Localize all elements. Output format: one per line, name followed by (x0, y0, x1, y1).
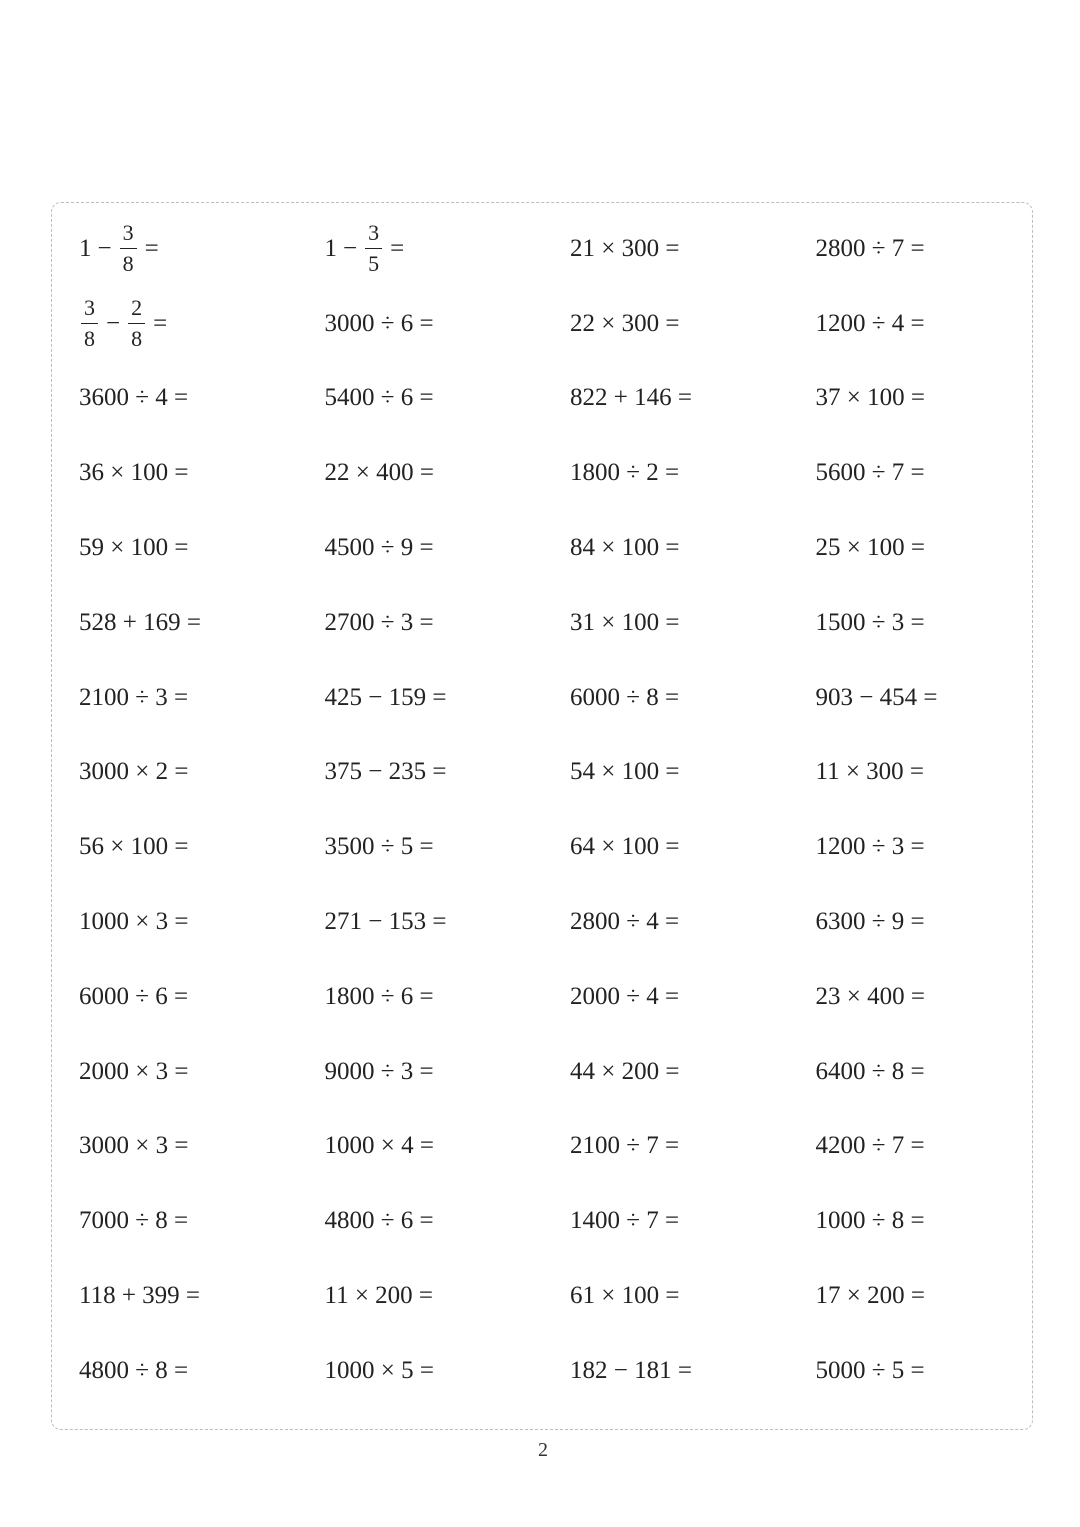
numerator: 2 (131, 294, 143, 320)
problem: 1500 ÷ 3 = (815, 608, 925, 636)
problem: 5000 ÷ 5 = (815, 1356, 925, 1384)
problem: 1800 ÷ 2 = (570, 459, 680, 487)
denominator: 8 (131, 325, 143, 351)
denominator: 8 (84, 325, 95, 351)
problem: 271 − 153 = (324, 908, 447, 936)
problem: 6300 ÷ 9 = (815, 908, 925, 936)
problem: 25 × 100 = (815, 534, 925, 562)
problem: 6400 ÷ 8 = (815, 1057, 925, 1085)
problem: 31 × 100 = (570, 608, 680, 636)
problem: 2800 ÷ 4 = (570, 908, 680, 936)
problem: 4800 ÷ 8 = (79, 1356, 189, 1384)
problem: 118 + 399 = (79, 1282, 201, 1310)
problem: 59 × 100 = (79, 534, 189, 562)
problem: 64 × 100 = (570, 833, 680, 861)
numerator: 3 (84, 294, 95, 320)
problem: 22 × 400 = (324, 459, 434, 487)
problem: 5400 ÷ 6 = (324, 384, 434, 412)
problem: 17 × 200 = (815, 1282, 925, 1310)
numerator: 3 (368, 219, 380, 245)
fraction (81, 294, 98, 351)
problem: 1800 ÷ 6 = (324, 982, 434, 1010)
problem: 36 × 100 = (79, 459, 189, 487)
fraction-problem (325, 211, 571, 286)
operator: − (343, 234, 358, 262)
problem: 56 × 100 = (79, 833, 189, 861)
problem: 4800 ÷ 6 = (324, 1207, 434, 1235)
problem: 54 × 100 = (570, 758, 680, 786)
problem: 5600 ÷ 7 = (815, 459, 925, 487)
problem: 528 + 169 = (79, 608, 201, 636)
operator: − (106, 309, 121, 337)
problem-grid (79, 211, 1061, 1408)
problem: 3000 ÷ 6 = (324, 309, 434, 337)
problem: 1400 ÷ 7 = (570, 1207, 680, 1235)
problem: 3000 × 3 = (79, 1132, 189, 1160)
operator: − (97, 234, 112, 262)
problem: 425 − 159 = (324, 683, 447, 711)
problem: 2100 ÷ 7 = (570, 1132, 680, 1160)
problem: 37 × 100 = (815, 384, 925, 412)
problem: 375 − 235 = (324, 758, 447, 786)
problem: 9000 ÷ 3 = (324, 1057, 434, 1085)
fraction-problem (79, 286, 325, 361)
problem: 6000 ÷ 8 = (570, 683, 680, 711)
denominator: 5 (368, 250, 380, 276)
problem: 2000 ÷ 4 = (570, 982, 680, 1010)
numerator: 3 (122, 219, 134, 245)
problem: 84 × 100 = (570, 534, 680, 562)
problem: 11 × 200 = (324, 1282, 434, 1310)
equals-sign: = (144, 234, 159, 262)
problem: 6000 ÷ 6 = (79, 982, 189, 1010)
problem: 22 × 300 = (570, 309, 680, 337)
problem: 1200 ÷ 4 = (815, 309, 925, 337)
denominator: 8 (122, 250, 134, 276)
problem: 822 + 146 = (570, 384, 692, 412)
fraction (365, 219, 382, 276)
problem: 4200 ÷ 7 = (815, 1132, 925, 1160)
problem: 4500 ÷ 9 = (324, 534, 434, 562)
whole-number: 1 (79, 234, 92, 262)
problem: 2100 ÷ 3 = (79, 683, 189, 711)
problem: 182 − 181 = (570, 1356, 692, 1384)
problem: 7000 ÷ 8 = (79, 1207, 189, 1235)
problem: 1000 × 5 = (324, 1356, 434, 1384)
problem: 1000 × 4 = (324, 1132, 434, 1160)
page-number: 2 (538, 1439, 548, 1461)
problem: 1200 ÷ 3 = (815, 833, 925, 861)
fraction (128, 294, 145, 351)
fraction (120, 219, 137, 276)
problem: 2800 ÷ 7 = (815, 234, 925, 262)
problem: 11 × 300 = (815, 758, 925, 786)
problem: 2000 × 3 = (79, 1057, 189, 1085)
problem: 2700 ÷ 3 = (324, 608, 434, 636)
problem: 23 × 400 = (815, 982, 925, 1010)
equals-sign: = (390, 234, 405, 262)
problem: 903 − 454 = (815, 683, 938, 711)
problem: 3600 ÷ 4 = (79, 384, 189, 412)
problem: 21 × 300 = (570, 234, 680, 262)
problem: 44 × 200 = (570, 1057, 680, 1085)
problem: 1000 ÷ 8 = (815, 1207, 925, 1235)
problem: 3000 × 2 = (79, 758, 189, 786)
fraction-problem (79, 211, 325, 286)
problem: 61 × 100 = (570, 1282, 680, 1310)
problem: 1000 × 3 = (79, 908, 189, 936)
problem: 3500 ÷ 5 = (324, 833, 434, 861)
whole-number: 1 (324, 234, 337, 262)
equals-sign: = (153, 309, 168, 337)
